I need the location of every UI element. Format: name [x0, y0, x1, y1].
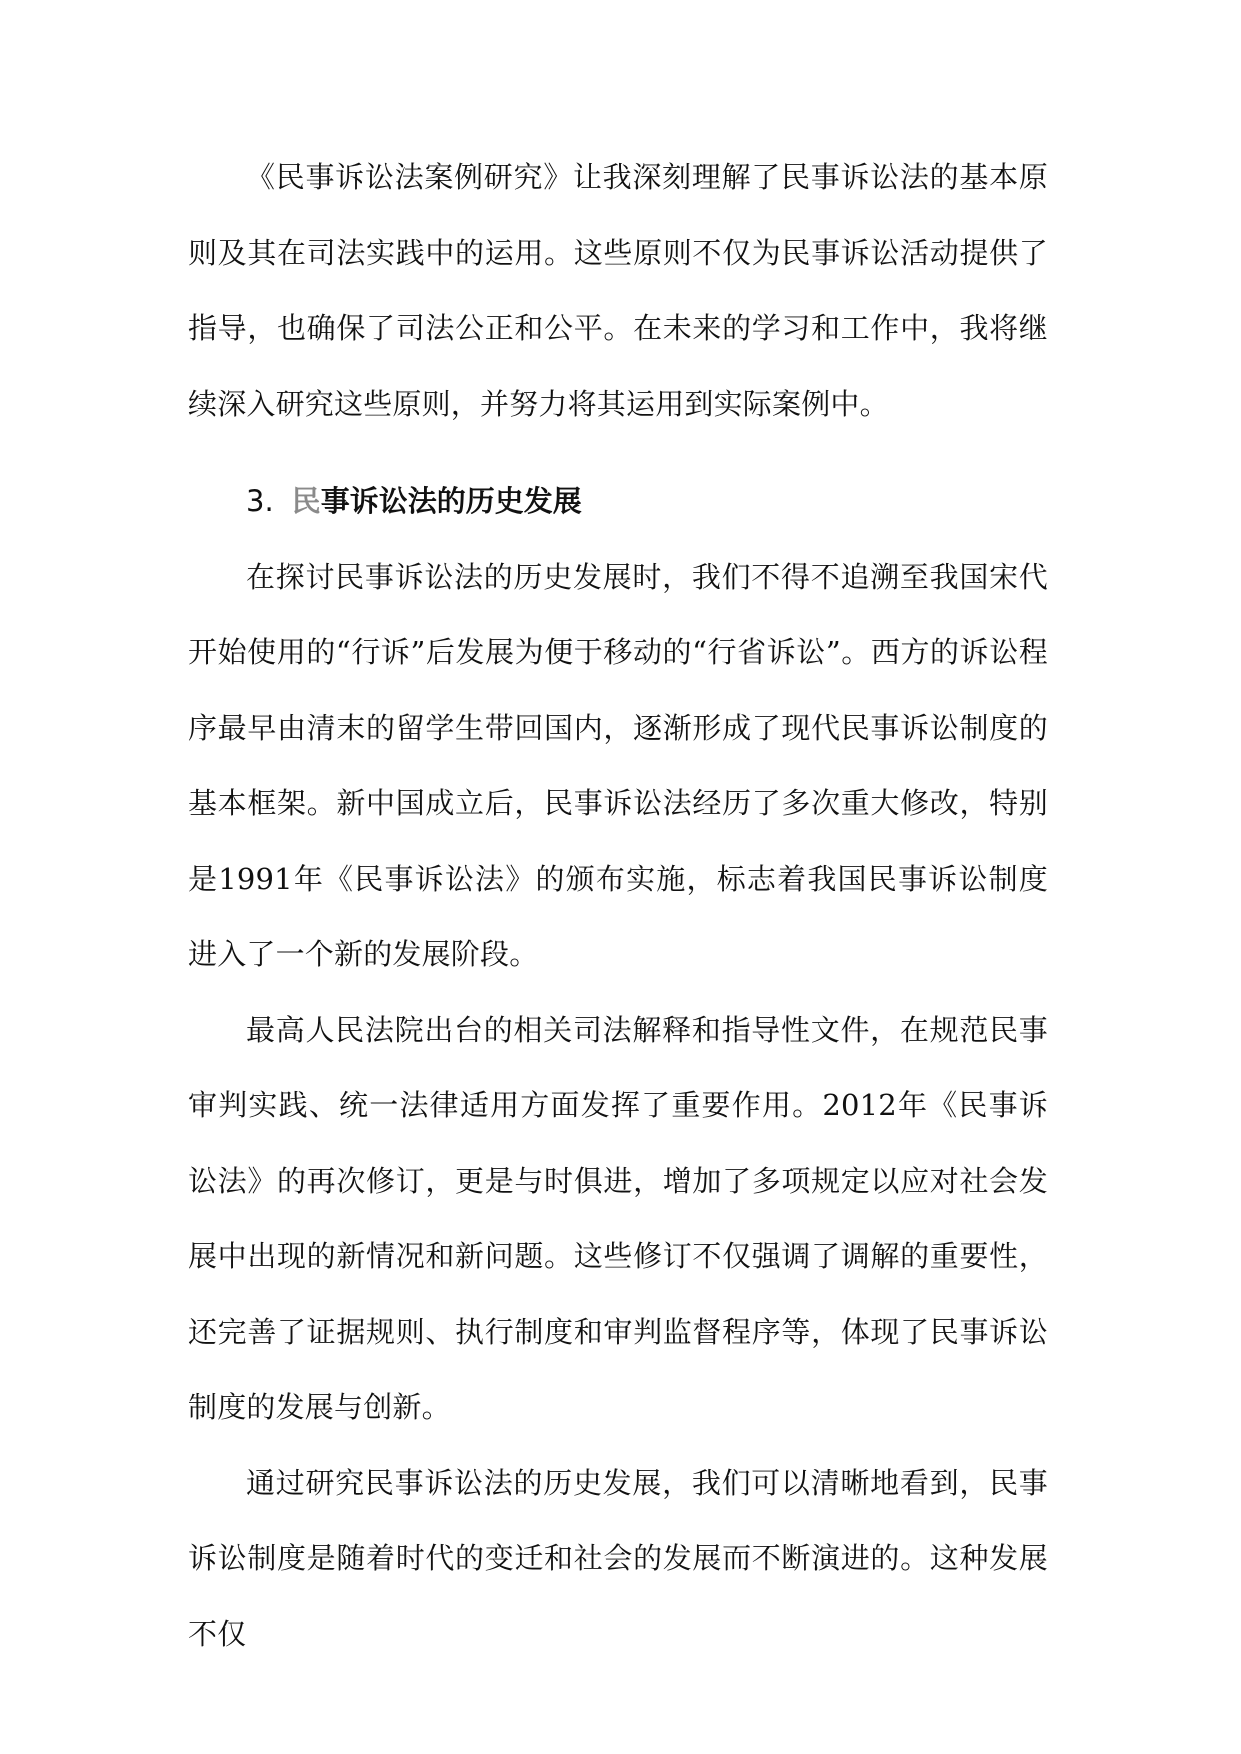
paragraph-conclusion: 《民事诉讼法案例研究》让我深刻理解了民事诉讼法的基本原则及其在司法实践中的运用。这些原则不仅为民事诉讼活动提供了指导，也确保了司法公正和公平。在未来的学习和工作中，我将继续深入研究这些原则，并努力将其运用到实际案例中。: [188, 160, 1048, 421]
section-title: 事诉讼法的历史发展: [320, 484, 582, 518]
section-heading: [188, 464, 1048, 540]
section-title-first-char: 民: [291, 484, 321, 518]
paragraph-history-origin: 在探讨民事诉讼法的历史发展时，我们不得不追溯至我国宋代开始使用的“行诉”后发展为便于移动的“行省诉讼”。西方的诉讼程序最早由清末的留学生带回国内，逐渐形成了现代民事诉讼制度的基本框架。新中国成立后，民事诉讼法经历了多次重大修改，特别是1991年《民事诉讼法》的颁布实施，标志着我国民事诉讼制度进入了一个新的发展阶段。: [188, 559, 1048, 971]
paragraph-judicial-interpretation: 最高人民法院出台的相关司法解释和指导性文件，在规范民事审判实践、统一法律适用方面发挥了重要作用。2012年《民事诉讼法》的再次修订，更是与时俱进，增加了多项规定以应对社会发展中出现的新情况和新问题。这些修订不仅强调了调解的重要性，还完善了证据规则、执行制度和审判监督程序等，体现了民事诉讼制度的发展与创新。: [188, 1012, 1048, 1424]
section-number: 3.: [246, 484, 274, 518]
paragraph-evolution: 通过研究民事诉讼法的历史发展，我们可以清晰地看到，民事诉讼制度是随着时代的变迁和社会的发展而不断演进的。这种发展不仅: [188, 1465, 1048, 1651]
document-body: [188, 140, 1048, 1672]
